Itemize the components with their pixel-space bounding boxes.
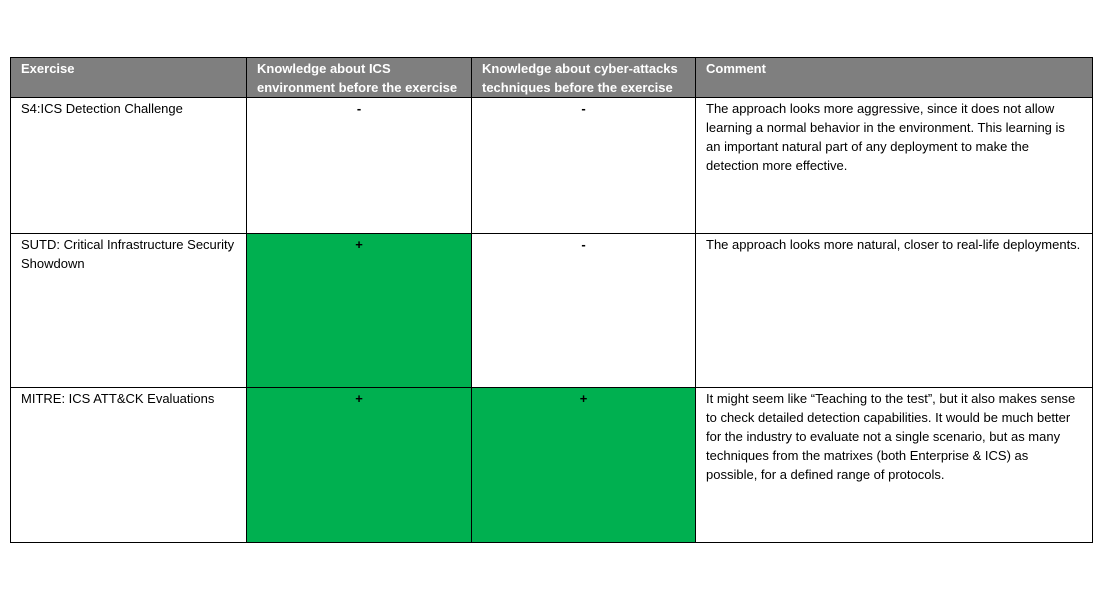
header-row xyxy=(11,58,1093,98)
header-ics-knowledge: Knowledge about ICS environment before the exercise xyxy=(247,58,472,98)
attack-knowledge-cell: + xyxy=(472,388,696,543)
table-row xyxy=(11,388,1093,543)
exercise-cell: SUTD: Critical Infrastructure Security Showdown xyxy=(11,234,247,388)
exercise-cell: MITRE: ICS ATT&CK Evaluations xyxy=(11,388,247,543)
comment-cell: It might seem like “Teaching to the test”, but it also makes sense to check detailed detection capabilities. It would be much better for the industry to evaluate not a single scenario, but as many techniques from the matrixes (both Enterprise & ICS) as possible, for a defined range of protocols. xyxy=(696,388,1093,543)
header-attack-knowledge: Knowledge about cyber-attacks techniques before the exercise xyxy=(472,58,696,98)
table-row xyxy=(11,98,1093,234)
header-comment: Comment xyxy=(696,58,1093,98)
table-row xyxy=(11,234,1093,388)
exercise-cell: S4:ICS Detection Challenge xyxy=(11,98,247,234)
comment-cell: The approach looks more aggressive, since it does not allow learning a normal behavior in the environment. This learning is an important natural part of any deployment to make the detection more effective. xyxy=(696,98,1093,234)
ics-knowledge-cell: - xyxy=(247,98,472,234)
ics-knowledge-cell: + xyxy=(247,388,472,543)
ics-knowledge-cell: + xyxy=(247,234,472,388)
attack-knowledge-cell: - xyxy=(472,98,696,234)
header-exercise: Exercise xyxy=(11,58,247,98)
attack-knowledge-cell: - xyxy=(472,234,696,388)
comment-cell: The approach looks more natural, closer to real-life deployments. xyxy=(696,234,1093,388)
exercise-comparison-table xyxy=(10,57,1093,543)
